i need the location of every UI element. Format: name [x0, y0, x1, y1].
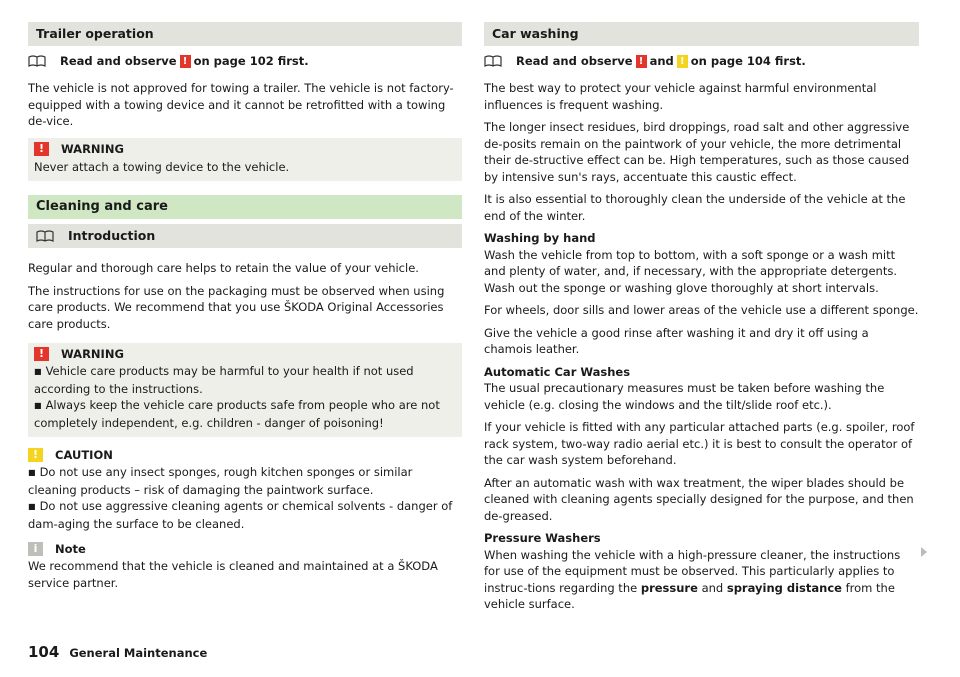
see-text-post: on page 104 first. — [690, 54, 806, 68]
left-column — [28, 22, 462, 591]
care-warning — [28, 343, 462, 437]
pressure-text-post: from the vehicle surface. — [484, 580, 895, 611]
trailer-warning — [28, 138, 462, 182]
warning-text: Never attach a towing device to the vehicle. — [34, 159, 290, 174]
pressure-bold: pressure — [640, 580, 698, 595]
trailer-paragraph: The vehicle is not approved for towing a trailer. The vehicle is not factory-equipped with a towing device and it cannot be retrofitted with a towing de-vice. — [28, 81, 454, 128]
book-icon — [36, 230, 54, 242]
warning-label: WARNING — [61, 141, 124, 156]
trailer-see-line — [28, 54, 462, 68]
introduction-heading — [28, 224, 462, 248]
introduction-title: Introduction — [68, 228, 156, 243]
chapter-title: General Maintenance — [69, 646, 208, 660]
page-number: 104 — [28, 643, 60, 661]
warning-icon: ! — [636, 55, 647, 68]
spraying-distance-bold: spraying distance — [726, 580, 842, 595]
warning-item: ■ Vehicle care products may be harmful to your health if not used according to the instructions. — [34, 363, 456, 397]
note-block — [28, 541, 462, 591]
warning-label: WARNING — [61, 347, 124, 361]
cleaning-heading: Cleaning and care — [28, 195, 462, 219]
note-text: We recommend that the vehicle is cleaned and maintained at a ŠKODA service partner. — [28, 559, 438, 590]
caution-item: ■ Do not use any insect sponges, rough kitchen sponges or similar cleaning products – risk of damaging the paintwork surface. — [28, 464, 462, 498]
caution-icon: ! — [28, 448, 43, 462]
warning-icon: ! — [180, 55, 191, 68]
warning-icon: ! — [34, 142, 49, 156]
book-icon — [484, 55, 502, 67]
warning-item: ■ Always keep the vehicle care products safe from people who are not completely independent, e.g. children - danger of poisoning! — [34, 397, 456, 431]
automatic-wash-text: The usual precautionary measures must be taken before washing the vehicle (e.g. closing the windows and the tilt/slide roof etc.). — [484, 381, 885, 412]
pressure-washers-heading: Pressure Washers — [484, 531, 601, 545]
caution-item: ■ Do not use aggressive cleaning agents or chemical solvents - danger of dam-aging the surface to be cleaned. — [28, 498, 462, 532]
right-column — [484, 22, 919, 613]
caution-icon: ! — [677, 55, 688, 68]
intro-paragraph-1: Regular and thorough care helps to retain the value of your vehicle. — [28, 261, 419, 275]
washing-paragraph: The longer insect residues, bird droppings, road salt and other aggressive de-posits remain on the paintwork of your vehicle, the more detrimental their de-structive effect can be. High temperatures, such as those caused by intensive sun's rays, accentuate this caustic effect. — [484, 120, 910, 184]
washing-paragraph: After an automatic wash with wax treatment, the wiper blades should be cleaned with cleaning agents specially designed for the purpose, and then de-greased. — [484, 475, 914, 523]
page-footer — [28, 643, 207, 661]
pressure-text-pre: When washing the vehicle with a high-pressure cleaner, the instructions for use of the equipment must be observed. This particularly applies to instruc-tions regarding the — [484, 547, 901, 595]
trailer-heading: Trailer operation — [28, 22, 462, 46]
see-text-pre: Read and observe — [516, 54, 633, 68]
washing-by-hand-text: Wash the vehicle from top to bottom, with a soft sponge or a wash mitt and plenty of water, and, if necessary, with the appropriate detergents. Wash out the sponge or washing glove thoroughly at short intervals. — [484, 247, 897, 295]
washing-paragraph: For wheels, door sills and lower areas of the vehicle use a different sponge. — [484, 303, 919, 317]
pressure-and: and — [701, 580, 724, 595]
washing-paragraph: If your vehicle is fitted with any particular attached parts (e.g. spoiler, roof rack system, two-way radio aerial etc.) it is best to consult the operator of the car wash system beforehand. — [484, 420, 915, 467]
washing-paragraph: It is also essential to thoroughly clean the underside of the vehicle at the end of the winter. — [484, 192, 906, 223]
intro-paragraph-2: The instructions for use on the packaging must be observed when using care products. We recommend that you use ŠKODA Original Accessories care products. — [28, 283, 445, 331]
caution-block — [28, 447, 462, 532]
see-text-mid: and — [649, 54, 674, 68]
washing-by-hand-heading: Washing by hand — [484, 231, 596, 245]
note-label: Note — [55, 542, 86, 556]
car-washing-see-line — [484, 54, 919, 68]
washing-paragraph: The best way to protect your vehicle against harmful environmental influences is frequent washing. — [484, 81, 877, 112]
warning-icon: ! — [34, 347, 49, 361]
washing-paragraph: Give the vehicle a good rinse after washing it and dry it off using a chamois leather. — [484, 325, 869, 356]
automatic-wash-heading: Automatic Car Washes — [484, 364, 631, 379]
car-washing-heading: Car washing — [484, 22, 919, 46]
continue-arrow-icon — [921, 547, 927, 557]
caution-label: CAUTION — [55, 448, 113, 462]
see-text-post: on page 102 first. — [193, 54, 309, 68]
book-icon — [28, 55, 46, 67]
pressure-washers-text — [484, 547, 919, 613]
see-text-pre: Read and observe — [60, 54, 177, 68]
note-icon: i — [28, 542, 43, 556]
